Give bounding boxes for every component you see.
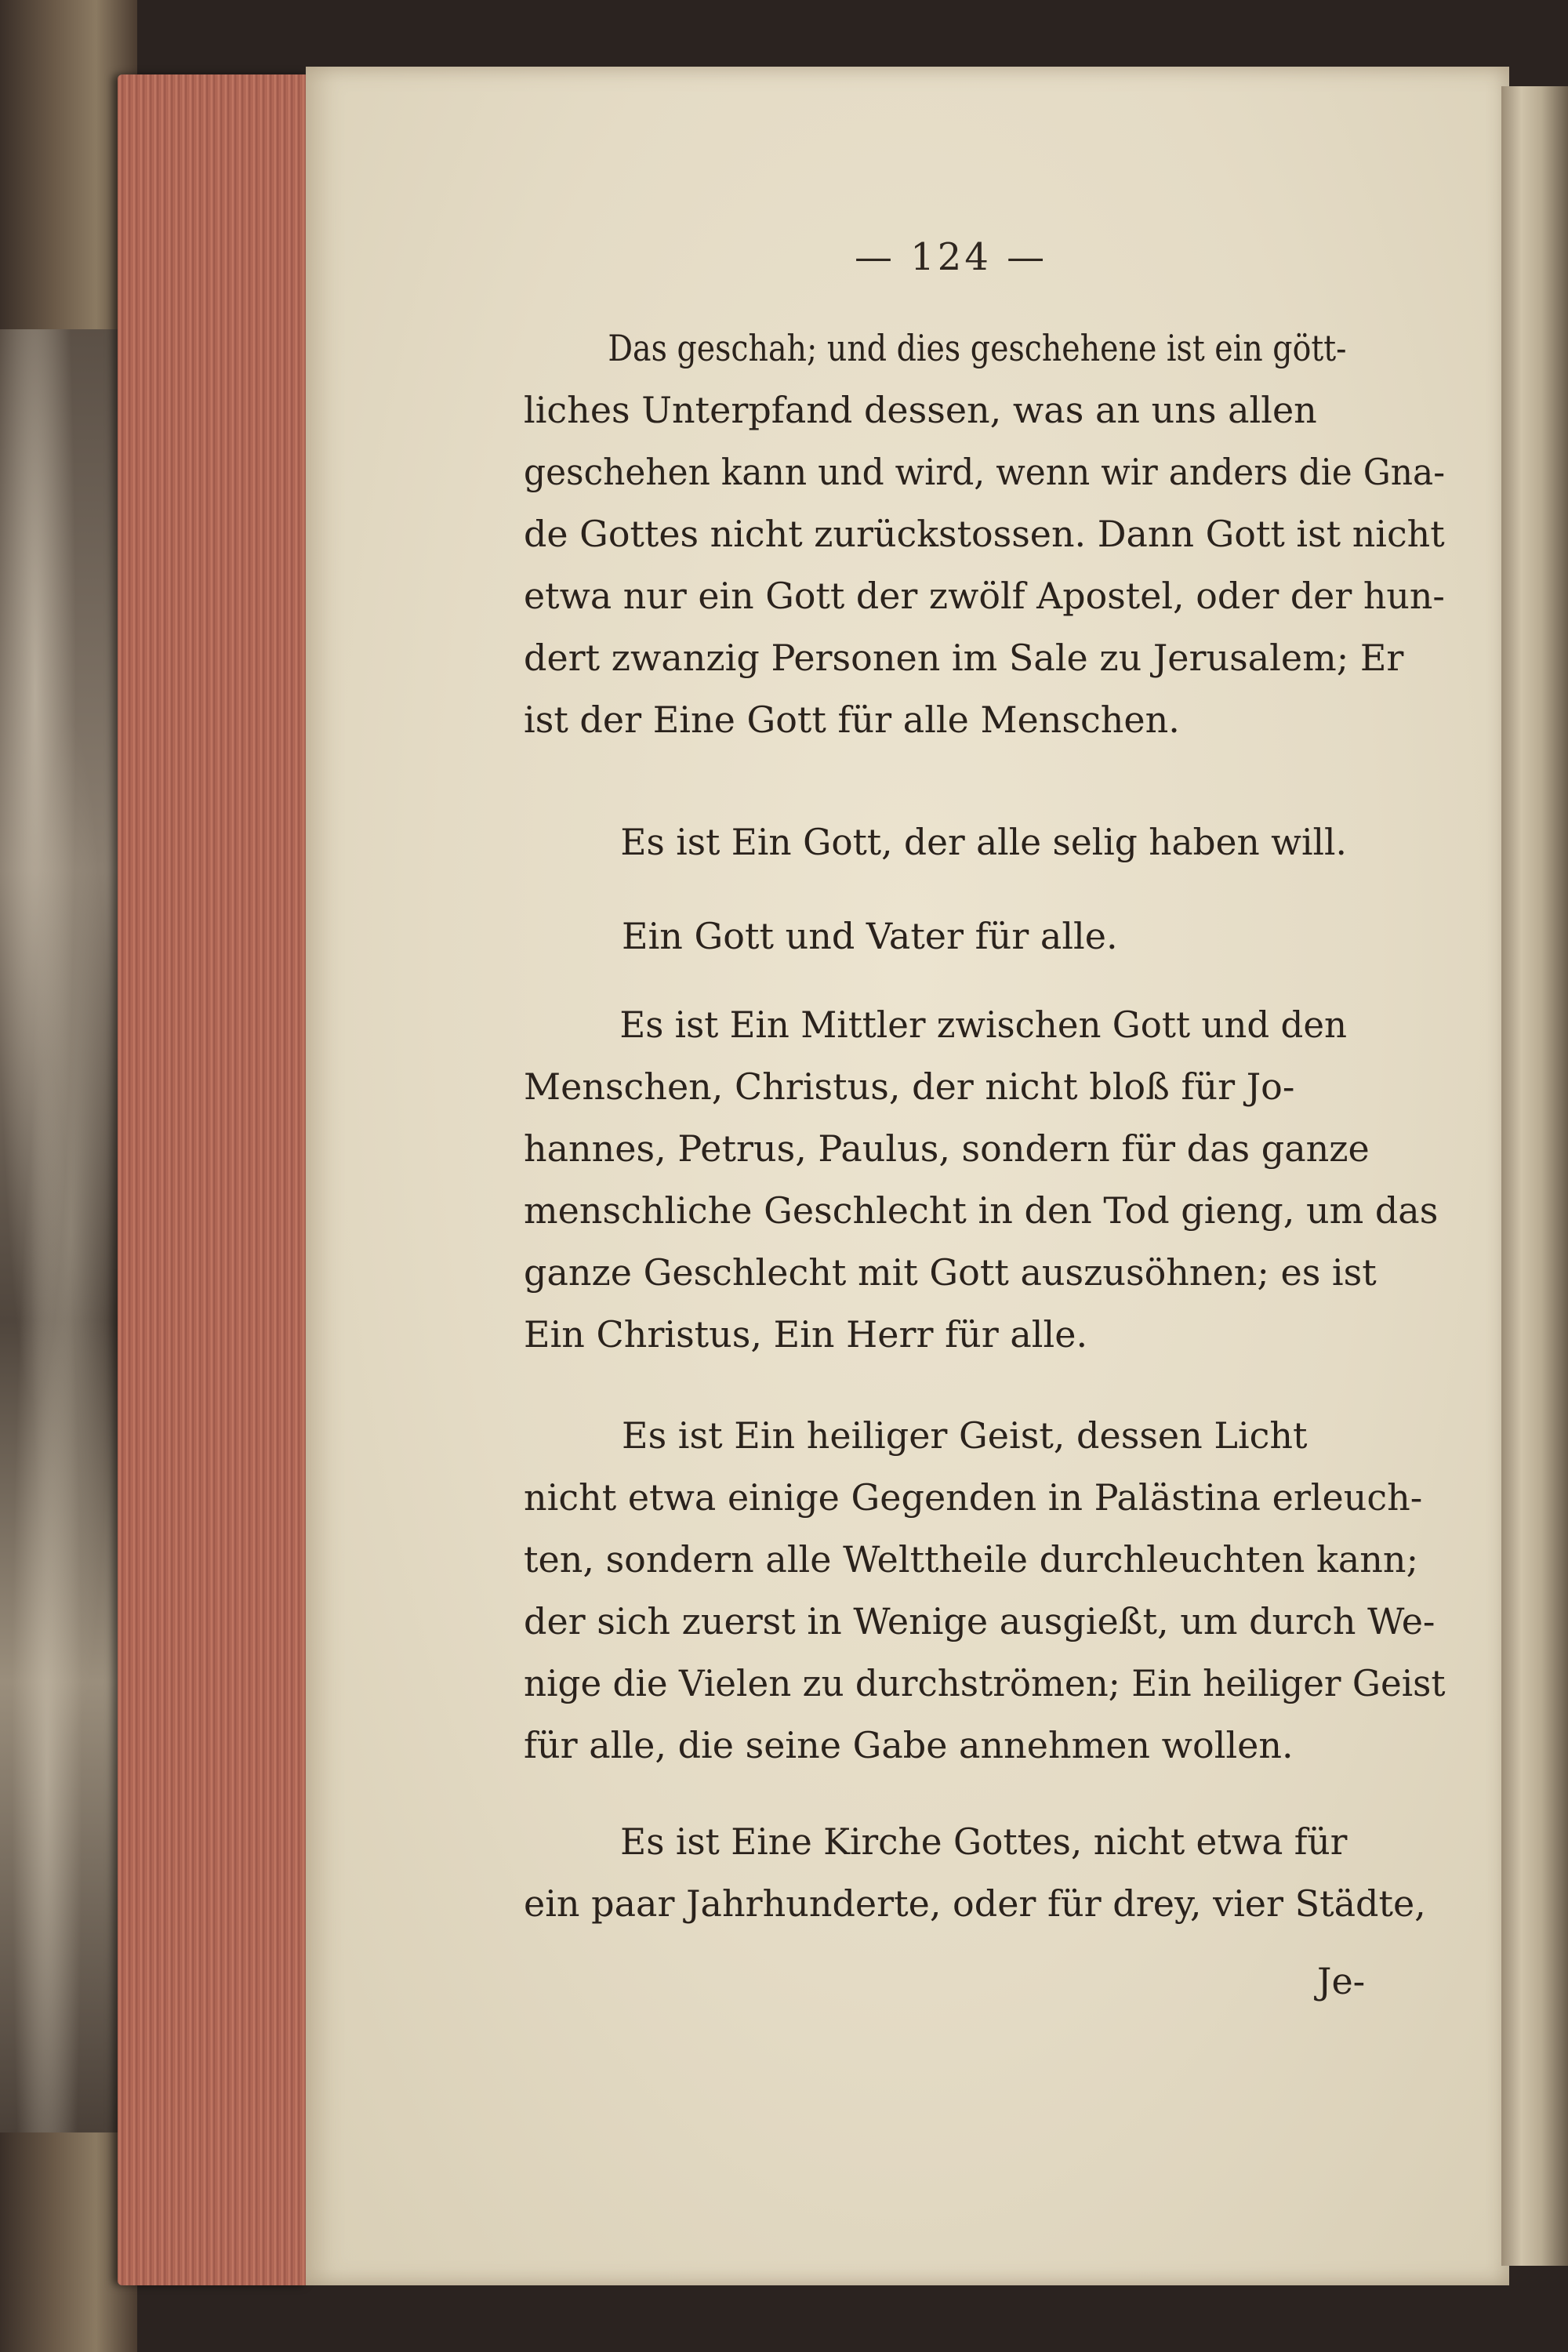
page-number: — 124 — xyxy=(855,235,1048,279)
gutter xyxy=(1501,86,1568,2266)
text-line: etwa nur ein Gott der zwölf Apostel, oder der hun- xyxy=(524,575,1445,617)
text-line: menschliche Geschlecht in den Tod gieng, um das xyxy=(524,1189,1439,1232)
catchword: Je- xyxy=(1317,1960,1366,2002)
paragraph-1 xyxy=(524,318,1445,751)
text-line: ein paar Jahrhunderte, oder für drey, vier Städte, xyxy=(524,1882,1426,1925)
paragraph-4 xyxy=(524,994,1445,1366)
text-line: Ein Christus, Ein Herr für alle. xyxy=(524,1313,1088,1356)
text-line: Das geschah; und dies geschehene ist ein gött- xyxy=(608,327,1347,369)
text-line: für alle, die seine Gabe annehmen wollen. xyxy=(524,1724,1294,1766)
text-line: ganze Geschlecht mit Gott auszusöhnen; es ist xyxy=(524,1251,1377,1294)
text-line: Ein Gott und Vater für alle. xyxy=(622,915,1118,957)
text-line: Es ist Eine Kirche Gottes, nicht etwa für xyxy=(620,1820,1348,1863)
text-line: Es ist Ein Gott, der alle selig haben will. xyxy=(620,821,1347,863)
text-line: Es ist Ein heiliger Geist, dessen Licht xyxy=(622,1414,1308,1457)
paragraph-6 xyxy=(524,1811,1445,1935)
text-line: ten, sondern alle Welttheile durchleuchten kann; xyxy=(524,1538,1419,1581)
text-line: hannes, Petrus, Paulus, sondern für das ganze xyxy=(524,1127,1370,1170)
text-line: geschehen kann und wird, wenn wir anders die Gna- xyxy=(524,451,1446,493)
text-line: der sich zuerst in Wenige ausgießt, um durch We- xyxy=(524,1600,1436,1642)
paragraph-5 xyxy=(524,1405,1445,1777)
text-line: de Gottes nicht zurückstossen. Dann Gott ist nicht xyxy=(524,513,1445,555)
text-line: Menschen, Christus, der nicht bloß für Jo- xyxy=(524,1065,1295,1108)
page-edges xyxy=(118,74,310,2285)
text-line: nicht etwa einige Gegenden in Palästina erleuch- xyxy=(524,1476,1423,1519)
paragraph-2 xyxy=(524,811,1445,873)
text-line: dert zwanzig Personen im Sale zu Jerusalem; Er xyxy=(524,637,1404,679)
text-line: ist der Eine Gott für alle Menschen. xyxy=(524,699,1180,741)
text-line: nige die Vielen zu durchströmen; Ein heiliger Geist xyxy=(524,1662,1446,1704)
text-line: liches Unterpfand dessen, was an uns allen xyxy=(524,389,1317,431)
text-line: Es ist Ein Mittler zwischen Gott und den xyxy=(619,1004,1348,1046)
marbled-board xyxy=(0,329,118,2132)
paragraph-3 xyxy=(524,906,1445,967)
